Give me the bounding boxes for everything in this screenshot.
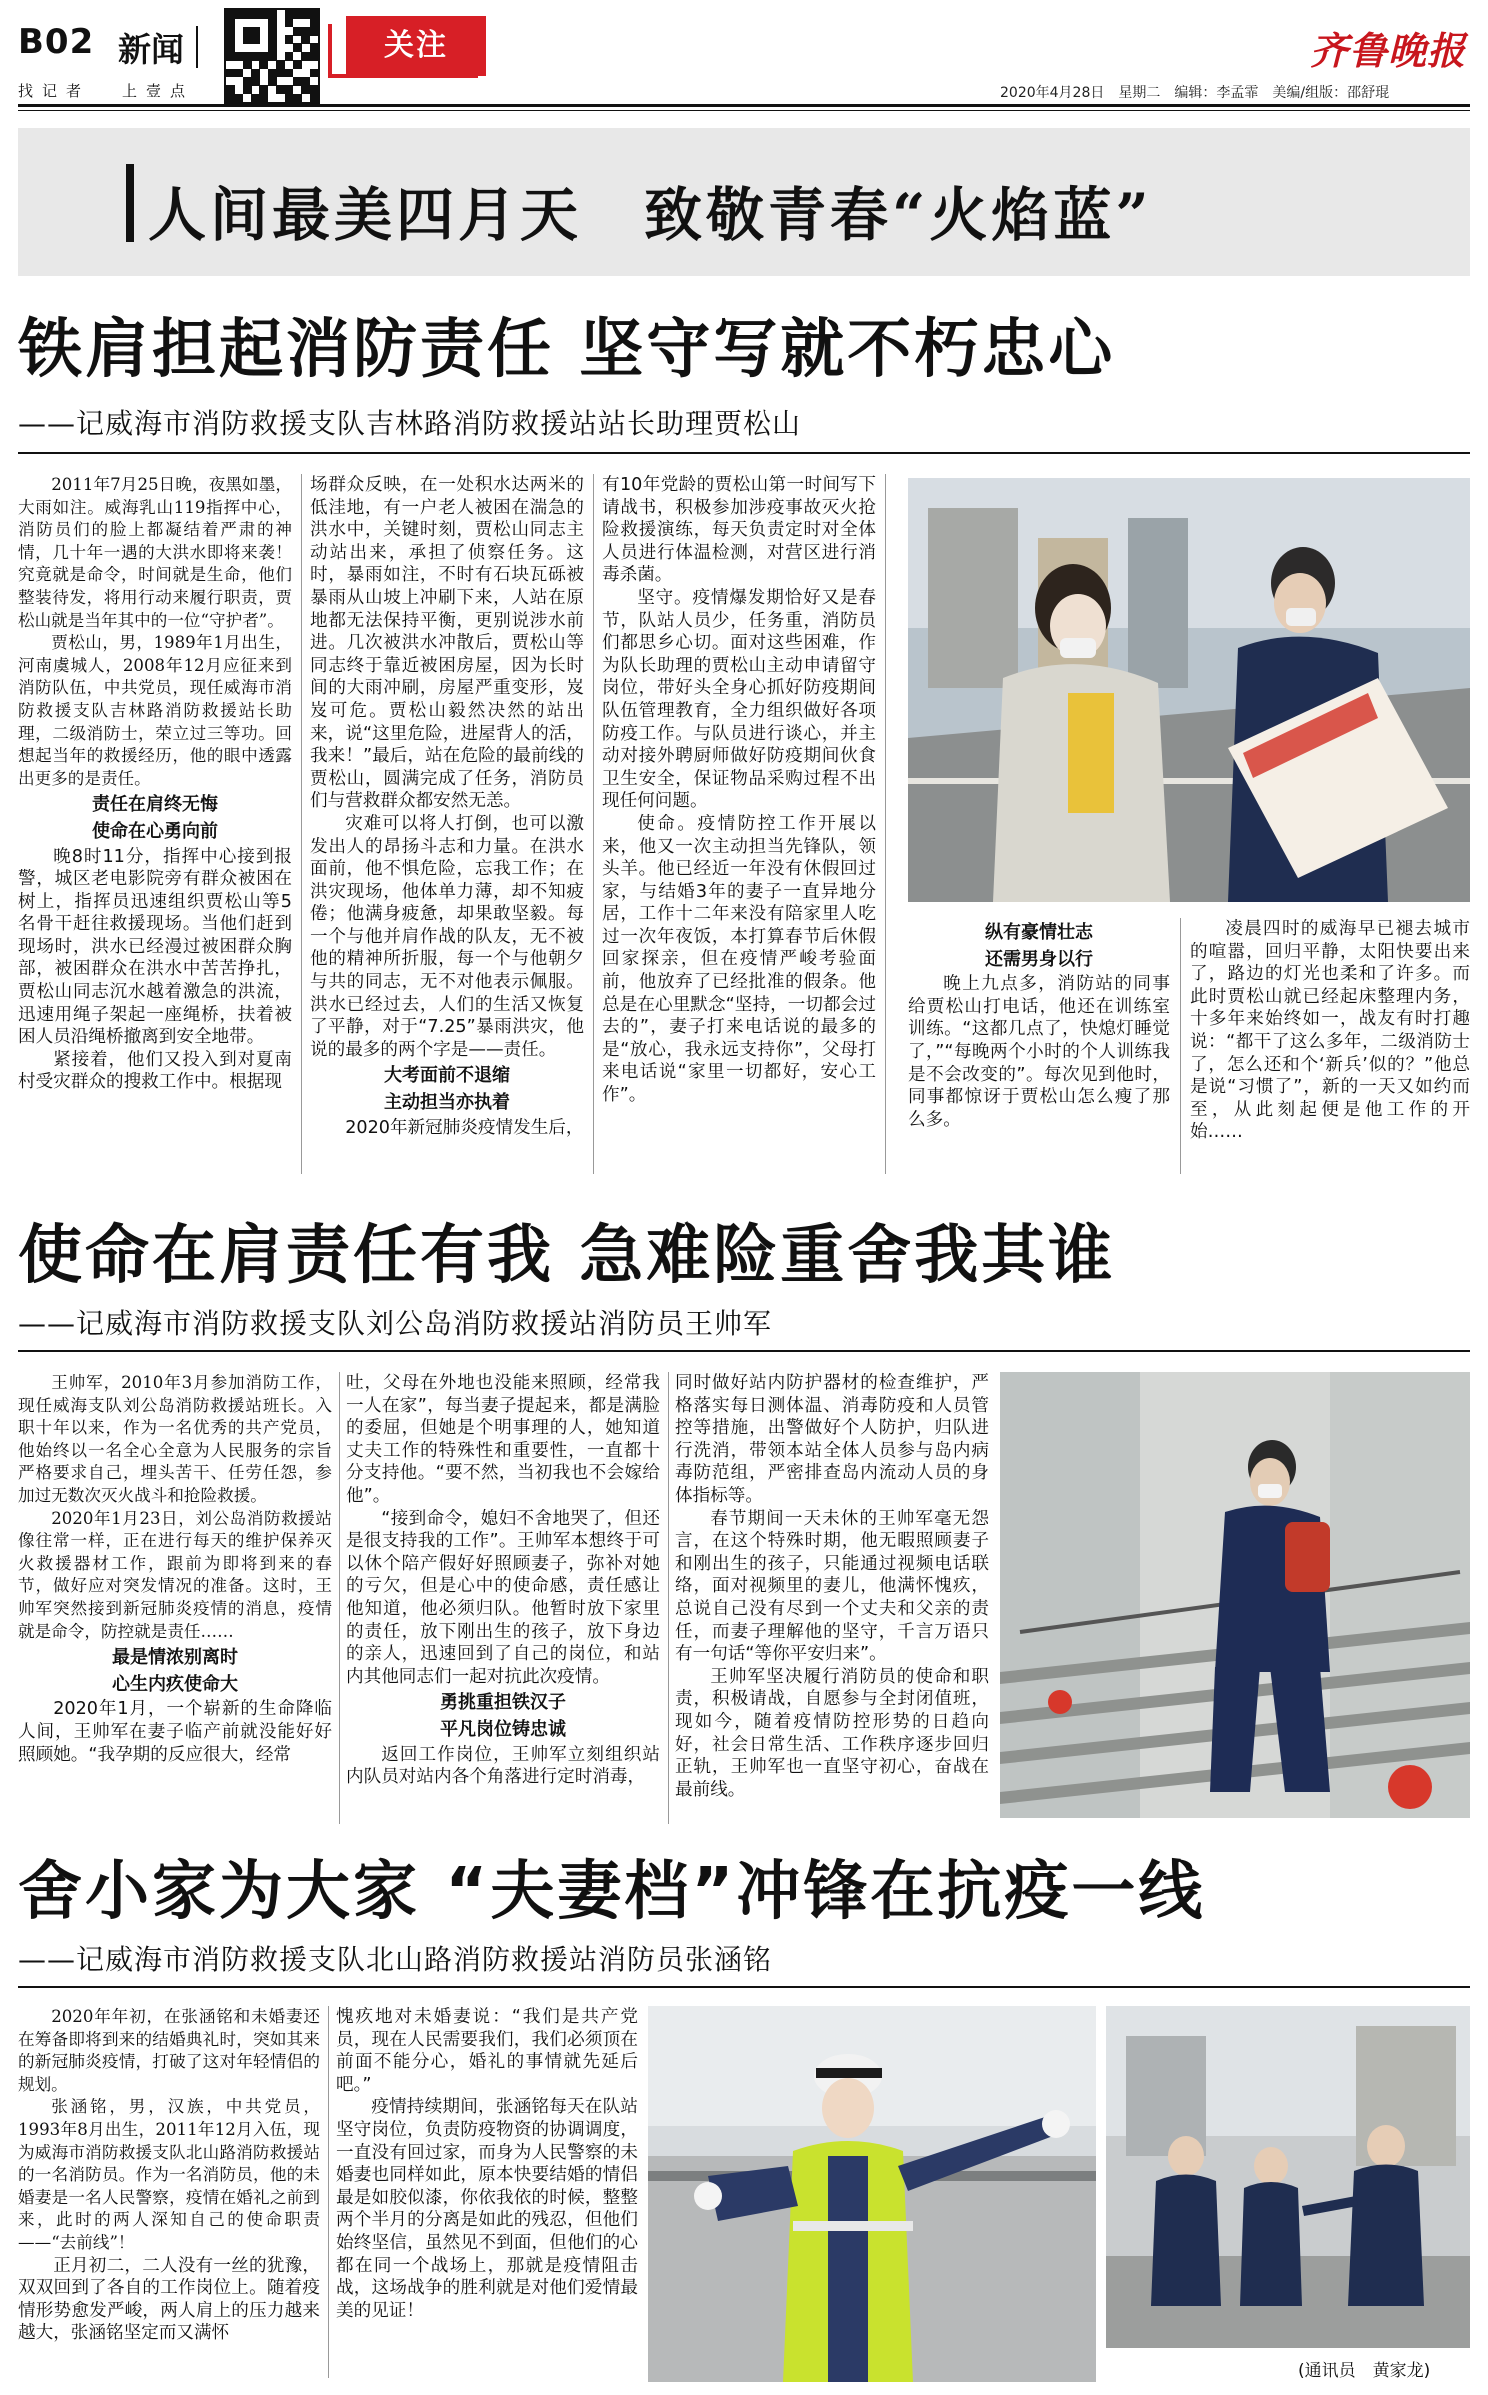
story3-column-1 — [18, 2006, 320, 2378]
body-paragraph: 2020年新冠肺炎疫情发生后， — [345, 1117, 584, 1138]
body-paragraph: 有10年党龄的贾松山第一时间写下请战书，积极参加涉疫事故灭火抢险救援演练，每天负责定时对全体人员进行体温检测，对营区进行消毒杀菌。 — [602, 475, 876, 586]
photo-jia-songshan-illustration — [908, 478, 1470, 902]
newspaper-logo: 齐鲁晚报 — [1310, 28, 1467, 73]
qr-cell — [310, 69, 319, 78]
photo-jia-songshan-handing-flyer — [908, 478, 1470, 902]
story2-rule — [18, 1350, 1470, 1352]
masthead — [0, 0, 1488, 105]
body-paragraph: 返回工作岗位，王帅军立刻组织站内队员对站内各个角落进行定时消毒， — [346, 1744, 660, 1788]
photo-traffic-police-illustration — [648, 2006, 1096, 2382]
body-paragraph: 凌晨四时的威海早已褪去城市的喧嚣，回归平静，太阳快要出来了，路边的灯光也柔和了许多。而此时贾松山就已经起床整理内务，十多年来始终如一，战友有时打趣说：“都干了这么多年，二级消防士了，怎么还和个‘新兵’似的？”他总是说“习惯了”，新的一天又如约而至，从此刻起便是他工作的开始…… — [1190, 919, 1470, 1143]
banner-title: 人间最美四月天 致敬青春“火焰蓝” — [148, 181, 1153, 249]
story1-column-4 — [908, 918, 1170, 1174]
section-subheading: 主动担当亦执着 — [384, 1092, 510, 1114]
body-paragraph: “接到命令，媳妇不舍地哭了，但还是很支持我的工作”。王帅军本想终于可以休个陪产假好好照顾妻子，弥补对她的亏欠，但是心中的使命感，责任感让他知道，他必须归队。他暂时放下家里的责任，放下刚出生的孩子，放下身边的亲人，迅速回到了自己的岗位，和站内其他同志们一起对抗此次疫情。 — [346, 1508, 660, 1687]
qr-cell — [293, 94, 302, 103]
section-subheading: 最是情浓别离时 — [112, 1647, 238, 1669]
body-paragraph: 使命。疫情防控工作开展以来，他又一次主动担当先锋队，领头羊。他已经近一年没有休假回过家，与结婚3年的妻子一直异地分居，工作十二年来没有陪家里人吃过一次年夜饭，本打算春节后休假回家探亲，但在疫情严峻考验面前，他放弃了已经批准的假条。他总是在心里默念“坚持，一切都会过去的”，妻子打来电话说的最多的是“放心，我永远支持你”，父母打来电话说“家里一切都好，安心工作”。 — [602, 813, 876, 1106]
qr-cell — [293, 60, 302, 69]
lead-paragraph: 2020年1月23日，刘公岛消防救援站像往常一样，正在进行每天的维护保养灭火救援器材工作，跟前为即将到来的春节，做好应对突发情况的准备。这时，王帅军突然接到新冠肺炎疫情的消息，疫情就是命令，防控就是责任…… — [18, 1508, 332, 1641]
dateline: 2020年4月28日 星期二 编辑：李孟霏 美编/组版：邵舒琨 — [1000, 85, 1390, 101]
photo-wang-shuaijun-disinfecting — [1000, 1372, 1470, 1818]
page-number: B02 — [18, 22, 95, 62]
story2-column-2 — [346, 1372, 660, 1824]
section-subheading: 心生内疚使命大 — [112, 1673, 238, 1695]
story1-column-3 — [602, 474, 876, 1174]
story1-column-1 — [18, 474, 292, 1174]
qr-cell — [310, 94, 319, 103]
photo-wang-shuaijun-illustration — [1000, 1372, 1470, 1818]
body-paragraph: 正月初二，二人没有一丝的犹豫，双双回到了各自的工作岗位上。随着疫情形势愈发严峻，两人肩上的压力越来越大，张涵铭坚定而又满怀 — [18, 2255, 320, 2344]
column-divider — [885, 474, 886, 1174]
body-paragraph: 吐，父母在外地也没能来照顾，经常我一人在家”，每当妻子提起来，都是满脸的委屈，但她是个明事理的人，她知道丈夫工作的特殊性和重要性，一直都十分支持他。“要不然，当初我也不会嫁给他”。 — [346, 1373, 660, 1506]
story3-subhead: ——记威海市消防救援支队北山路消防救援站消防员张涵铭 — [18, 1943, 773, 1976]
photo-firefighters-checking — [1106, 2006, 1470, 2348]
qr-cell — [259, 94, 268, 103]
column-divider — [339, 1372, 340, 1824]
qr-cell — [310, 27, 319, 36]
body-paragraph: 坚守。疫情爆发期恰好又是春节，队站人员少，任务重，消防员们都思乡心切。面对这些困难，作为队长助理的贾松山主动申请留守岗位，带好头全身心抓好防疫期间队伍管理教育，全力组织做好各项防疫工作。与队员进行谈心，并主动对接外聘厨师做好防疫期间伙食卫生安全，保证物品采购过程不出现任何问题。 — [602, 587, 876, 812]
body-paragraph: 春节期间一天未休的王帅军毫无怨言，在这个特殊时期，他无暇照顾妻子和刚出生的孩子，只能通过视频电话联络，面对视频里的妻儿，他满怀愧疚，总说自己没有尽到一个丈夫和父亲的责任，而妻子理解他的坚守，千言万语只有一句话“等你平安归来”。 — [675, 1508, 989, 1665]
lead-paragraph: 张涵铭，男，汉族，中共党员，1993年8月出生，2011年12月入伍，现为威海市消防救援支队北山路消防救援站的一名消防员。作为一名消防员，他的未婚妻是一名人民警察，疫情在婚礼之前到来，此时的两人深知自己的使命职责——“去前线”！ — [18, 2097, 320, 2252]
body-paragraph: 晚8时11分，指挥中心接到报警，城区老电影院旁有群众被困在树上，指挥员迅速组织贾松山等5名骨干赶往救援现场。当他们赶到现场时，洪水已经漫过被困群众胸部，被困群众在洪水中苦苦挣扎，贾松山同志沉水越着激急的洪流，迅速用绳子架起一座绳桥，扶着被困人员沿绳桥撤离到安全地带。 — [18, 846, 292, 1048]
section-subheading: 平凡岗位铸忠诚 — [440, 1718, 566, 1740]
section-subheading: 使命在心勇向前 — [92, 820, 218, 842]
body-paragraph: 场群众反映，在一处积水达两米的低洼地，有一户老人被困在湍急的洪水中，关键时刻，贾松山同志主动站出来，承担了侦察任务。这时，暴雨如注，不时有石块瓦砾被暴雨从山坡上冲刷下来，人站在原地都无法保持平衡，更别说涉水前进。几次被洪水冲散后，贾松山等同志终于靠近被困房屋，因为长时间的大雨冲刷，房屋严重变形，岌岌可危。贾松山毅然决然的站出来，说“这里危险，进屋背人的活，我来！”最后，站在危险的最前线的贾松山，圆满完成了任务，消防员们与营救群众都安然无恙。 — [310, 475, 584, 812]
top-rule — [18, 104, 1470, 107]
lead-paragraph: 2020年年初，在张涵铭和未婚妻还在筹备即将到来的结婚典礼时，突如其来的新冠肺炎疫情，打破了这对年轻情侣的规划。 — [18, 2007, 320, 2094]
masthead-divider — [196, 26, 198, 68]
body-paragraph: 王帅军坚决履行消防员的使命和职责，积极请战，自愿参与全封闭值班，现如今，随着疫情防控形势的日趋向好，社会日常生活、工作秩序逐步回归正轨，王帅军也一直坚守初心，奋战在最前线。 — [675, 1666, 989, 1800]
section-subheading: 还需男身以行 — [985, 948, 1093, 970]
lead-paragraph: 王帅军，2010年3月参加消防工作，现任威海支队刘公岛消防救援站班长。入职十年以来，作为一名优秀的共产党员，他始终以一名全心全意为人民服务的宗旨严格要求自己，埋头苦干、任劳任怨，参加过无数次灭火战斗和抢险救援。 — [18, 1373, 332, 1505]
story3-column-2 — [336, 2006, 638, 2378]
story1-column-5 — [1190, 918, 1470, 1174]
section-subheading: 责任在肩终无悔 — [92, 794, 218, 816]
banner-bar — [126, 164, 134, 242]
section-name: 新闻 — [118, 30, 184, 69]
section-subheading: 勇挑重担铁汉子 — [440, 1692, 566, 1714]
story2-column-3 — [675, 1372, 989, 1824]
photo-firefighters-illustration — [1106, 2006, 1470, 2348]
column-divider — [301, 474, 302, 1174]
story3-rule — [18, 1986, 1470, 1988]
body-paragraph: 晚上九点多，消防站的同事给贾松山打电话，他还在训练室训练。“这都几点了，快熄灯睡觉了，”“每晚两个小时的个人训练我是不会改变的”。每次见到他时，同事都惊讶于贾松山怎么瘦了那么多。 — [908, 974, 1170, 1130]
section-subheading: 大考面前不退缩 — [384, 1065, 510, 1087]
body-paragraph: 2020年1月，一个崭新的生命降临人间，王帅军在妻子临产前就没能好好照顾她。“我孕期的反应很大，经常 — [18, 1699, 332, 1765]
body-paragraph: 愧疚地对未婚妻说：“我们是共产党员，现在人民需要我们，我们必须顶在前面不能分心，婚礼的事情就先延后吧。” — [336, 2007, 638, 2095]
lead-paragraph: 2011年7月25日晚，夜黑如墨，大雨如注。威海乳山119指挥中心，消防员们的脸上都凝结着严肃的神情，几十年一遇的大洪水即将来袭！究竟就是命令，时间就是生命，他们整装待发，将用行动来履行职责，贾松山就是当年其中的一位“守护者”。 — [18, 475, 292, 630]
section-subheading: 纵有豪情壮志 — [985, 922, 1093, 943]
column-divider — [328, 2006, 329, 2378]
photo-traffic-police-officer — [648, 2006, 1096, 2382]
qr-cell — [310, 52, 319, 61]
lead-paragraph: 贾松山，男，1989年1月出生，河南虞城人，2008年12月应征来到消防队伍，中共党员，现任威海市消防救援支队吉林路消防救援站长助理，二级消防士，荣立过三等功。回想起当年的救援经历，他的眼中透露出更多的是责任。 — [18, 633, 292, 788]
body-paragraph: 灾难可以将人打倒，也可以激发出人的昂扬斗志和力量。在洪水面前，他不惧危险，忘我工作；在洪灾现场，他体单力薄，却不知疲倦；他满身疲惫，却果敢坚毅。每一个与他并肩作战的队友，无不被他的精神所折服，每一个与他朝夕与共的同志，无不对他表示佩服。洪水已经过去，人们的生活又恢复了平静，对于“7.25”暴雨洪灾，他说的最多的两个字是——责任。 — [310, 813, 584, 1060]
special-banner — [18, 128, 1470, 276]
photo-credit: (通讯员 黄家龙) — [1298, 2361, 1431, 2381]
body-paragraph: 同时做好站内防护器材的检查维护，严格落实每日测体温、消毒防疫和人员管控等措施，出警做好个人防护，归队进行洗消，带领本站全体人员参与岛内病毒防范组，严密排查岛内流动人员的身体指标等。 — [675, 1373, 989, 1506]
focus-label: 关注 — [346, 16, 486, 76]
column-divider — [593, 474, 594, 1174]
top-rule-thin — [18, 110, 1470, 111]
qr-cell — [251, 35, 260, 44]
story1-headline: 铁肩担起消防责任 坚守写就不朽忠心 — [18, 313, 1116, 387]
story1-column-2 — [310, 474, 584, 1174]
story2-subhead: ——记威海市消防救援支队刘公岛消防救援站消防员王帅军 — [18, 1307, 773, 1340]
story2-headline: 使命在肩责任有我 急难险重舍我其谁 — [18, 1219, 1116, 1293]
body-paragraph: 紧接着，他们又投入到对夏南村受灾群众的搜救工作中。根据现 — [18, 1049, 292, 1093]
tag-find-reporter: 找记者 — [18, 82, 91, 100]
qr-cell — [234, 94, 243, 103]
column-divider — [1180, 918, 1181, 1174]
qr-code-icon[interactable] — [224, 8, 320, 104]
focus-tab-tick — [328, 24, 332, 78]
body-paragraph: 疫情持续期间，张涵铭每天在队站坚守岗位，负责防疫物资的协调调度，一直没有回过家，而身为人民警察的未婚妻也同样如此，原本快要结婚的情侣最是如胶似漆，你依我依的时候，整整两个半月的分离是如此的残忍，但他们始终坚信，虽然见不到面，但他们的心都在同一个战场上，那就是疫情阻击战，这场战争的胜利就是对他们爱情最美的见证！ — [336, 2097, 638, 2321]
story1-subhead: ——记威海市消防救援支队吉林路消防救援站站长助理贾松山 — [18, 407, 802, 440]
tag-app-name: 上壹点 — [122, 82, 195, 100]
story1-rule — [18, 452, 1470, 454]
section-focus-tab — [328, 16, 486, 84]
column-divider — [668, 1372, 669, 1824]
story3-headline: 舍小家为大家 “夫妻档”冲锋在抗疫一线 — [18, 1855, 1206, 1929]
story2-column-1 — [18, 1372, 332, 1824]
